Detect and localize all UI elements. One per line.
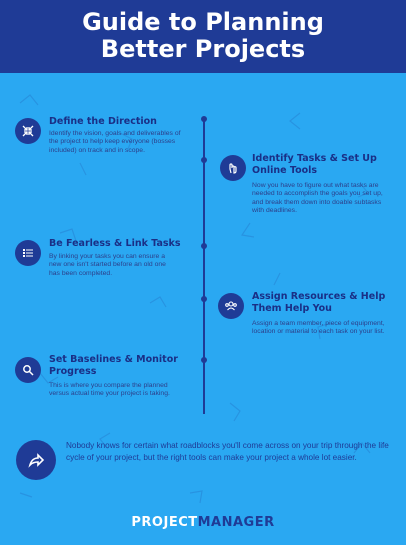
timeline-dot <box>201 296 207 302</box>
list-icon <box>15 240 41 266</box>
page-title-line2: Better Projects <box>100 35 306 63</box>
page-header <box>0 0 406 73</box>
brand-logo <box>0 515 406 530</box>
step-text: This is where you compare the planned versus actual time your project is taking. <box>49 382 170 398</box>
step-text: Assign a team member, piece of equipment, location or material to each task on your list. <box>252 320 385 336</box>
step-title: Define the Direction <box>49 116 157 127</box>
timeline-dot <box>201 116 207 122</box>
step-title: Assign Resources & Help Them Help You <box>252 291 386 314</box>
page-title-line1: Guide to Planning <box>82 8 324 36</box>
share-arrow-icon <box>16 440 56 480</box>
brand-part-2: MANAGER <box>197 515 275 530</box>
timeline-dot <box>201 357 207 363</box>
search-icon <box>15 357 41 383</box>
step-text: Now you have to figure out what tasks are needed to accomplish the goals you set up, and break them down into doable subtasks with deadlines. <box>252 182 383 215</box>
step-text: Identify the vision, goals and deliverables of the project to help keep everyone (bosses included) on track and in scope. <box>49 130 181 154</box>
arrows-converge-icon <box>15 118 41 144</box>
team-icon <box>218 293 244 319</box>
hand-pointer-icon <box>220 155 246 181</box>
timeline-dot <box>201 243 207 249</box>
step-title: Set Baselines & Monitor Progress <box>49 354 178 377</box>
step-text: By linking your tasks you can ensure a new one isn't started before an old one has been completed. <box>49 253 166 277</box>
brand-part-1: PROJECT <box>131 515 198 530</box>
timeline-dot <box>201 157 207 163</box>
step-title: Be Fearless & Link Tasks <box>49 238 181 249</box>
closing-statement: Nobody knows for certain what roadblocks you'll come across on your trip through the life cycle of your project, but the right tools can make your project a whole lot easier. <box>66 441 389 462</box>
step-title: Identify Tasks & Set Up Online Tools <box>252 153 377 176</box>
